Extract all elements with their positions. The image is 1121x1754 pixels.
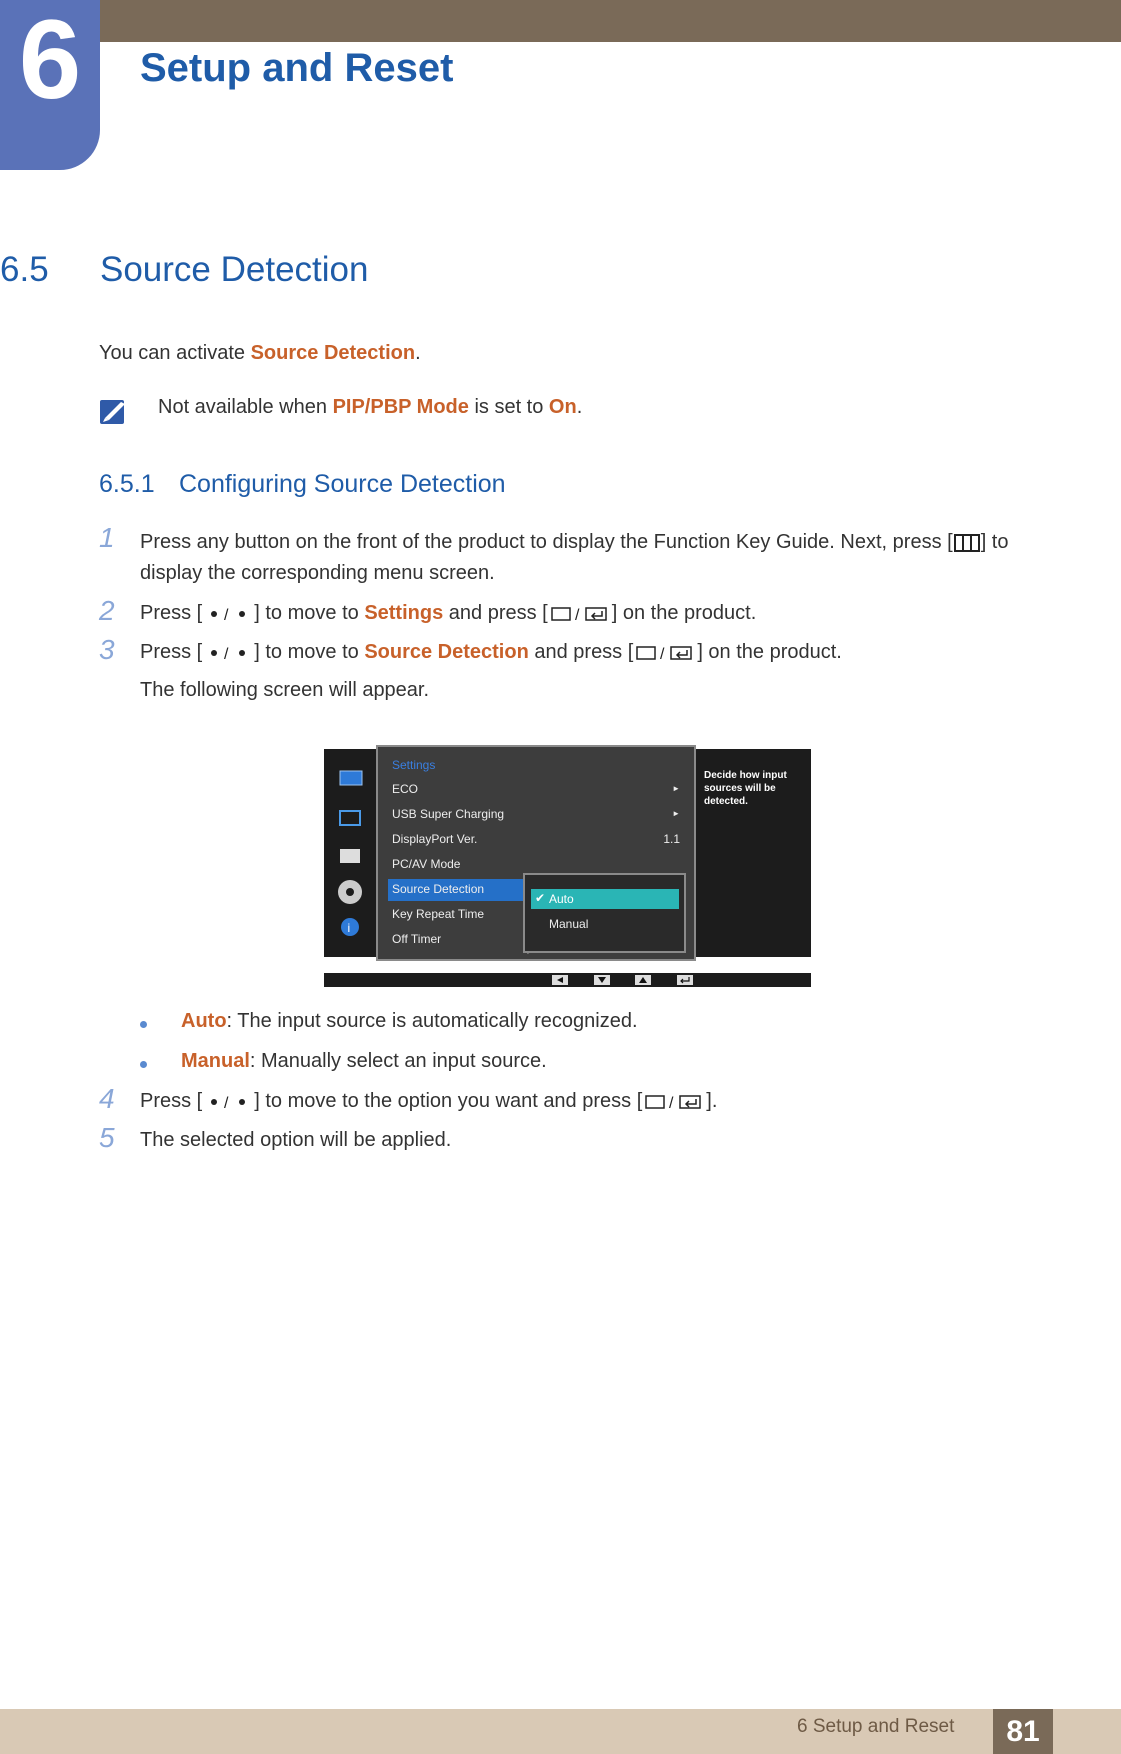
bullet-auto-text: : The input source is automatically recognized. bbox=[226, 1010, 638, 1032]
bullet-manual-label: Manual bbox=[181, 1050, 250, 1072]
osd-screenshot bbox=[324, 745, 811, 987]
picture-icon bbox=[340, 771, 362, 785]
osd-menu-title: Settings bbox=[392, 758, 436, 772]
section-number: 6.5 bbox=[0, 250, 49, 289]
osd-item-eco[interactable]: ECO bbox=[392, 782, 419, 796]
step-2-mid: ] to move to bbox=[254, 602, 365, 624]
enter-key-icon bbox=[548, 604, 612, 624]
osd-help-panel bbox=[696, 749, 811, 957]
check-icon: ✔ bbox=[535, 891, 546, 905]
osd-option-auto[interactable]: Auto bbox=[549, 892, 574, 906]
bullet-auto bbox=[181, 1006, 638, 1036]
intro-paragraph bbox=[99, 338, 421, 368]
osd-arrow-icon: ► bbox=[672, 809, 680, 818]
step-2-text bbox=[140, 598, 756, 628]
up-down-key-icon bbox=[202, 604, 254, 624]
page-number: 81 bbox=[993, 1709, 1053, 1754]
step-1-line1 bbox=[140, 527, 1008, 557]
svg-text:/: / bbox=[224, 606, 229, 624]
note-end: . bbox=[576, 396, 583, 418]
bullet-dot bbox=[140, 1061, 147, 1068]
osd-side-icons bbox=[324, 749, 376, 957]
osd-item-pcav[interactable]: PC/AV Mode bbox=[392, 857, 461, 871]
osd-item-off-timer[interactable]: Off Timer bbox=[392, 932, 442, 946]
step-2-end: ] on the product. bbox=[611, 602, 757, 624]
note-mid: is set to bbox=[468, 396, 549, 418]
svg-text:i: i bbox=[347, 921, 351, 935]
step-4-pre: Press [ bbox=[140, 1090, 203, 1112]
note-text bbox=[158, 392, 582, 422]
bullet-manual-text: : Manually select an input source. bbox=[249, 1050, 547, 1072]
osd-value-displayport: 1.1 bbox=[663, 832, 680, 846]
note-highlight-mode: PIP/PBP Mode bbox=[332, 396, 469, 418]
chapter-header-bar bbox=[0, 0, 1121, 42]
osd-settings-menu bbox=[376, 745, 696, 961]
osd-item-displayport[interactable]: DisplayPort Ver. bbox=[392, 832, 478, 846]
osd-option-manual[interactable]: Manual bbox=[549, 917, 589, 931]
osd-submenu bbox=[523, 873, 686, 953]
step-number-2: 2 bbox=[99, 595, 115, 626]
following-text: The following screen will appear. bbox=[140, 679, 430, 701]
svg-text:/: / bbox=[660, 645, 665, 663]
osd-key-guide-icons bbox=[324, 973, 811, 987]
step-3-mid: ] to move to bbox=[254, 641, 365, 663]
step-number-1: 1 bbox=[99, 522, 115, 553]
osd-key-guide bbox=[324, 973, 811, 987]
osd-item-key-repeat[interactable]: Key Repeat Time bbox=[392, 907, 485, 921]
step-3-highlight: Source Detection bbox=[364, 641, 529, 663]
svg-text:/: / bbox=[224, 645, 229, 663]
step-number-5: 5 bbox=[99, 1122, 115, 1153]
step-3-mid2: and press [ bbox=[528, 641, 634, 663]
svg-text:/: / bbox=[669, 1094, 674, 1112]
bullet-auto-label: Auto bbox=[181, 1010, 227, 1032]
intro-end: . bbox=[415, 342, 421, 364]
step-3-end: ] on the product. bbox=[697, 641, 842, 663]
osd-item-source-detection[interactable]: Source Detection bbox=[392, 882, 485, 896]
subsection-number: 6.5.1 bbox=[99, 470, 155, 498]
chapter-number-tab: 6 bbox=[0, 0, 100, 170]
step-1-text: Press any button on the front of the product to display the Function Key Guide. Next, press [ bbox=[140, 531, 953, 553]
osd-item-usb[interactable]: USB Super Charging bbox=[392, 807, 505, 821]
enter-key-icon bbox=[633, 643, 697, 663]
step-4-mid: ] to move to the option you want and press [ bbox=[254, 1090, 643, 1112]
subsection-title bbox=[99, 470, 506, 499]
section-title bbox=[0, 250, 368, 290]
svg-text:/: / bbox=[224, 1094, 229, 1112]
step-4-text bbox=[140, 1086, 717, 1116]
return-key-icon bbox=[677, 975, 693, 985]
bullet-dot bbox=[140, 1021, 147, 1028]
section-title-text: Source Detection bbox=[100, 250, 369, 289]
enter-key-icon bbox=[642, 1092, 706, 1112]
step-1-text-end: ] to bbox=[980, 531, 1009, 553]
note-highlight-on: On bbox=[548, 396, 577, 418]
intro-text: You can activate bbox=[99, 342, 251, 364]
step-3-text bbox=[140, 637, 842, 667]
step-4-end: ]. bbox=[706, 1090, 718, 1112]
setup-icon bbox=[340, 849, 360, 863]
note-pre: Not available when bbox=[158, 396, 333, 418]
bullet-manual bbox=[181, 1046, 547, 1076]
step-3-pre: Press [ bbox=[140, 641, 203, 663]
step-number-3: 3 bbox=[99, 634, 115, 665]
step-5-text: The selected option will be applied. bbox=[140, 1129, 452, 1151]
step-1-line2: display the corresponding menu screen. bbox=[140, 562, 495, 584]
step-2-pre: Press [ bbox=[140, 602, 203, 624]
position-icon bbox=[340, 811, 360, 825]
subsection-title-text: Configuring Source Detection bbox=[179, 470, 506, 498]
step-2-mid2: and press [ bbox=[443, 602, 548, 624]
osd-icon-column bbox=[324, 749, 376, 957]
step-2-highlight: Settings bbox=[364, 602, 444, 624]
svg-text:/: / bbox=[574, 606, 580, 624]
osd-help-text: Decide how input sources will be detected. bbox=[704, 770, 787, 807]
osd-arrow-icon: ► bbox=[672, 784, 680, 793]
chapter-title: Setup and Reset bbox=[140, 46, 454, 90]
up-down-key-icon bbox=[202, 643, 254, 663]
up-down-key-icon bbox=[202, 1092, 254, 1112]
intro-highlight: Source Detection bbox=[250, 342, 416, 364]
step-number-4: 4 bbox=[99, 1083, 115, 1114]
note-icon bbox=[99, 396, 129, 426]
footer-chapter-label: 6 Setup and Reset bbox=[797, 1716, 955, 1737]
menu-key-icon bbox=[953, 533, 981, 553]
